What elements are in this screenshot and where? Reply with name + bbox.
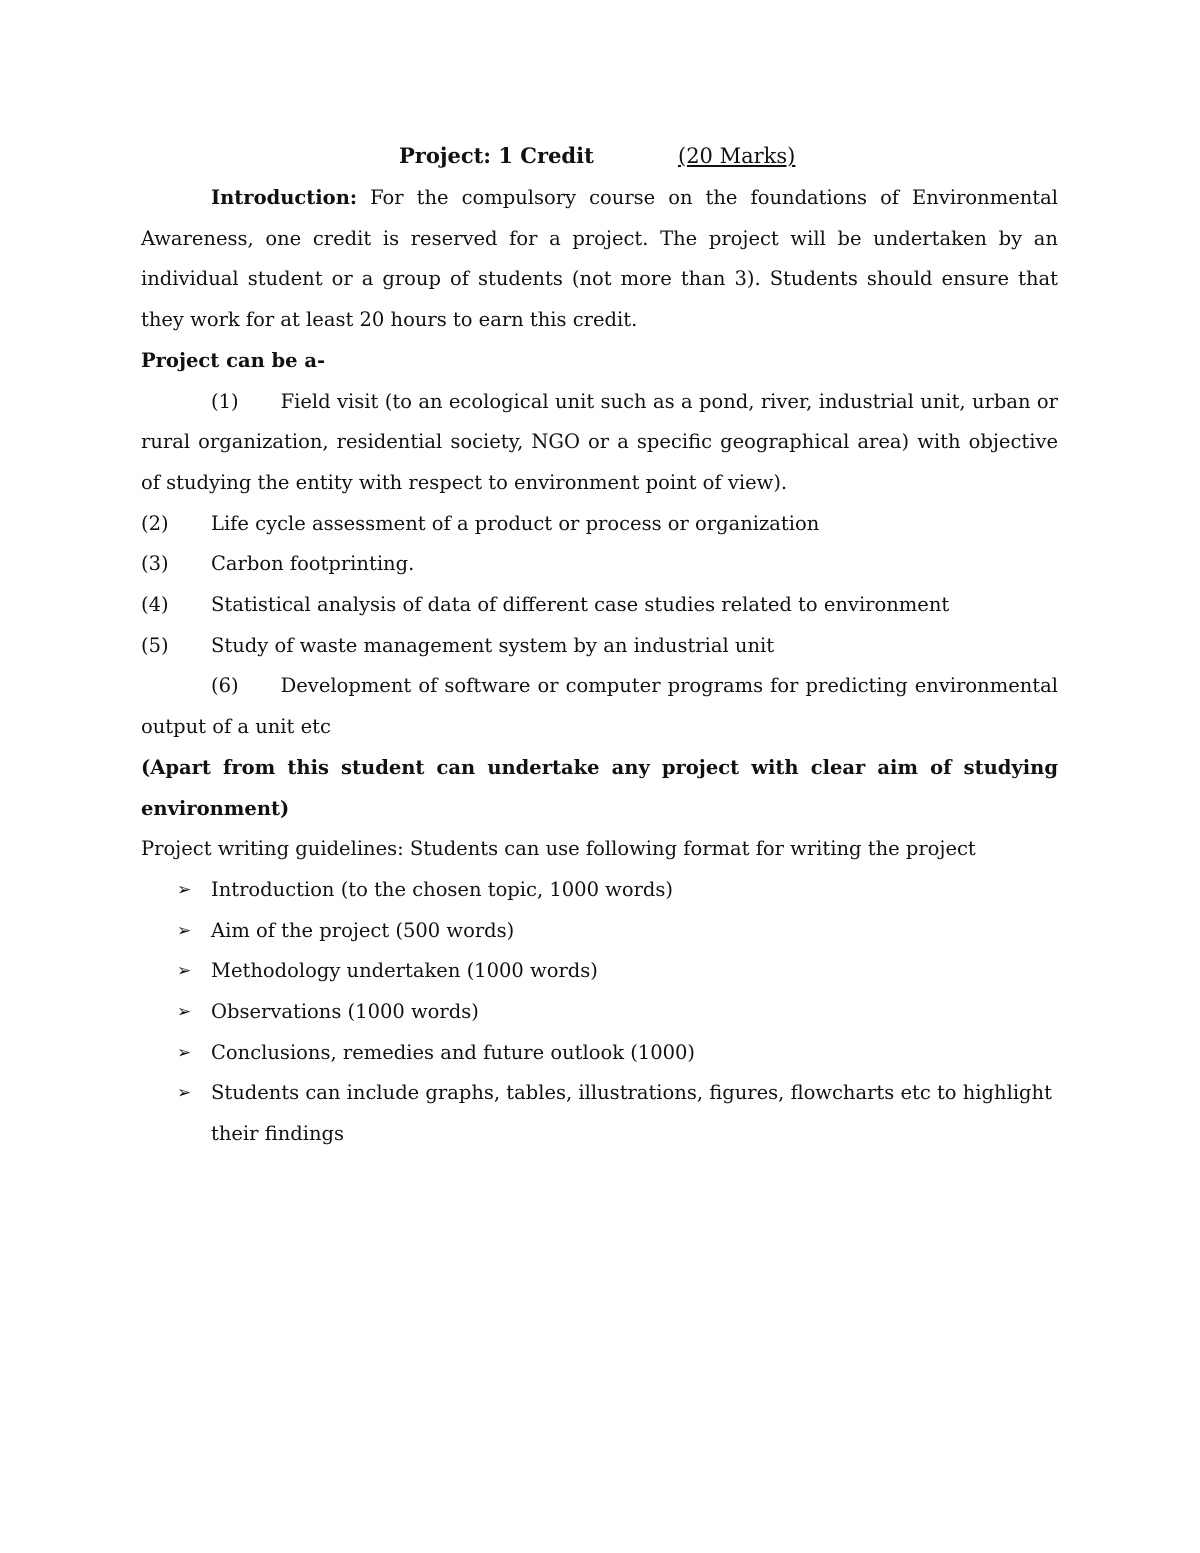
list-item: [141, 1073, 1058, 1154]
intro-paragraph: [141, 178, 1058, 341]
list-item: [141, 992, 1058, 1033]
item-number: (6): [211, 674, 239, 698]
bullet-text: Conclusions, remedies and future outlook (1000): [211, 1040, 696, 1064]
item-text: Field visit (to an ecological unit such as a pond, river, industrial unit, urban or rural organization, residential society, NGO or a specific geographical area) with objective of studying the entity with respect to environment point of view).: [141, 389, 1058, 494]
item-text: Carbon footprinting.: [211, 552, 415, 576]
guidelines-intro: Project writing guidelines: Students can use following format for writing the project: [141, 837, 976, 861]
item-number: (2): [141, 511, 169, 535]
item-number: (1): [211, 389, 239, 413]
list-item: [141, 951, 1058, 992]
bullet-text: Aim of the project (500 words): [211, 918, 515, 942]
project-heading: Project can be a-: [141, 348, 326, 372]
list-item: [141, 666, 1058, 747]
bullet-text: Methodology undertaken (1000 words): [211, 959, 598, 983]
apart-note-line1: (Apart from this student can undertake any project with clear aim of studying: [141, 755, 1058, 779]
title-marks: (20 Marks): [678, 144, 796, 168]
list-item: [141, 1033, 1058, 1074]
bullet-text: Introduction (to the chosen topic, 1000 words): [211, 877, 674, 901]
item-text: Development of software or computer programs for predicting environmental output of a unit etc: [141, 674, 1058, 739]
intro-label: Introduction:: [211, 186, 358, 209]
arrow-bullet-icon: ➢: [177, 879, 192, 900]
apart-note-line2: environment): [141, 796, 290, 820]
arrow-bullet-icon: ➢: [177, 920, 192, 941]
document-body: [141, 136, 1058, 1155]
item-number: (5): [141, 633, 169, 657]
list-item: [141, 585, 1058, 626]
arrow-bullet-icon: ➢: [177, 961, 192, 982]
arrow-bullet-icon: ➢: [177, 1042, 192, 1063]
item-text: Study of waste management system by an industrial unit: [211, 633, 775, 657]
bullet-text: Students can include graphs, tables, illustrations, figures, flowcharts etc to highlight their findings: [211, 1081, 1052, 1146]
arrow-bullet-icon: ➢: [177, 1002, 192, 1023]
list-item: [141, 911, 1058, 952]
title-row: [141, 136, 1058, 178]
intro-text: For the compulsory course on the foundations of Environmental Awareness, one credit is reserved for a project. The project will be undertaken by an individual student or a group of students (not more than 3). Students should ensure that they work for at least 20 hours to earn this credit.: [141, 186, 1058, 332]
item-text: Statistical analysis of data of different case studies related to environment: [211, 593, 950, 617]
arrow-bullet-icon: ➢: [177, 1083, 192, 1104]
list-item: [141, 870, 1058, 911]
item-number: (3): [141, 552, 169, 576]
page-title: Project: 1 Credit: [399, 143, 594, 168]
item-text: Life cycle assessment of a product or process or organization: [211, 511, 820, 535]
item-number: (4): [141, 593, 169, 617]
list-item: [141, 626, 1058, 667]
list-item: [141, 544, 1058, 585]
guidelines-list: [141, 870, 1058, 1155]
list-item: [141, 382, 1058, 504]
list-item: [141, 504, 1058, 545]
bullet-text: Observations (1000 words): [211, 1000, 479, 1024]
